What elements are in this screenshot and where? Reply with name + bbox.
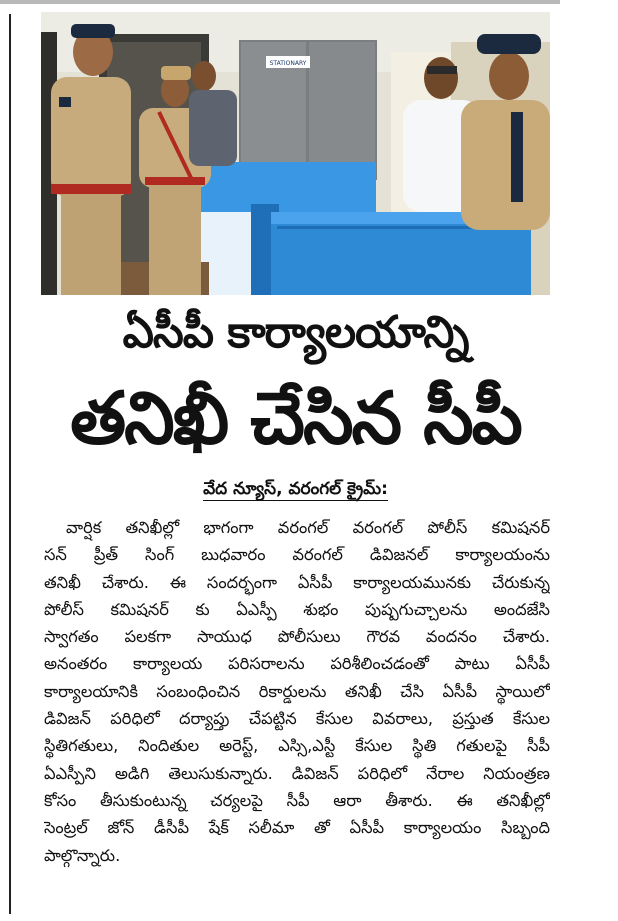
article-line: తనిఖీ చేశారు. ఈ సందర్భంగా ఏసీపీ కార్యాలయమునకు చేరుకున్న <box>44 572 550 592</box>
article-line: ఏఎస్పీని అడిగి తెలుసుకున్నారు. డివిజన్ పరిధిలో నేరాల నియంత్రణ <box>44 763 550 783</box>
byline <box>41 476 550 502</box>
article-line: సెంట్రల్ జోన్ డీసీపీ షేక్ సలీమా తో ఏసీపీ కార్యాలయం సిబ్బంది <box>44 818 550 838</box>
headline-line-1: ఏసీపీ కార్యాలయాన్ని <box>122 307 469 358</box>
byline-text: వేద న్యూస్, వరంగల్ క్రైమ్: <box>203 479 388 499</box>
article-line: స్థితిగతులు, నిందితుల అరెస్ట్, ఎస్సి,ఎస్టీ కేసుల స్థితి గతులపై సీపీ <box>44 736 550 756</box>
article-line: పాల్గొన్నారు. <box>44 845 121 865</box>
article-line: స్వాగతం పలకగా సాయుధ పోలీసులు గౌరవ వందనం చేశారు. <box>44 627 550 647</box>
article-line: పోలీస్ కమిషనర్ కు ఏఎస్పీ శుభం పుష్పగుచ్చాలను అందజేసి <box>44 599 550 619</box>
article-line: కార్యాలయానికి సంబంధించిన రికార్డులను తనిఖీ చేసి ఏసీపీ స్థాయిలో <box>44 681 550 701</box>
article-body <box>44 514 550 869</box>
top-rule <box>0 0 560 4</box>
article-line: డివిజన్ పరిధిలో దర్యాప్తు చేపట్టిన కేసుల వివరాలు, ప్రస్తుత కేసుల <box>44 709 550 729</box>
cabinet-label: STATIONARY <box>269 60 307 67</box>
article-line: అనంతరం కార్యాలయ పరిసరాలను పరిశీలించడంతో పాటు ఏసీపీ <box>44 654 550 674</box>
column-rule <box>9 14 11 914</box>
article-line: వార్షిక తనిఖీల్లో భాగంగా వరంగల్ వరంగల్ పోలీస్ కమిషనర్ <box>66 518 550 537</box>
article-line: సన్ ప్రీత్ సింగ్ బుధవారం వరంగల్ డివిజనల్ కార్యాలయంను <box>44 545 550 565</box>
headline-line-2: తనిఖీ చేసిన సీపీ <box>70 376 521 460</box>
news-photo <box>41 12 550 295</box>
article-line: కోసం తీసుకుంటున్న చర్యలపై సీపీ ఆరా తీశారు. ఈ తనిఖీల్లో <box>44 790 550 810</box>
